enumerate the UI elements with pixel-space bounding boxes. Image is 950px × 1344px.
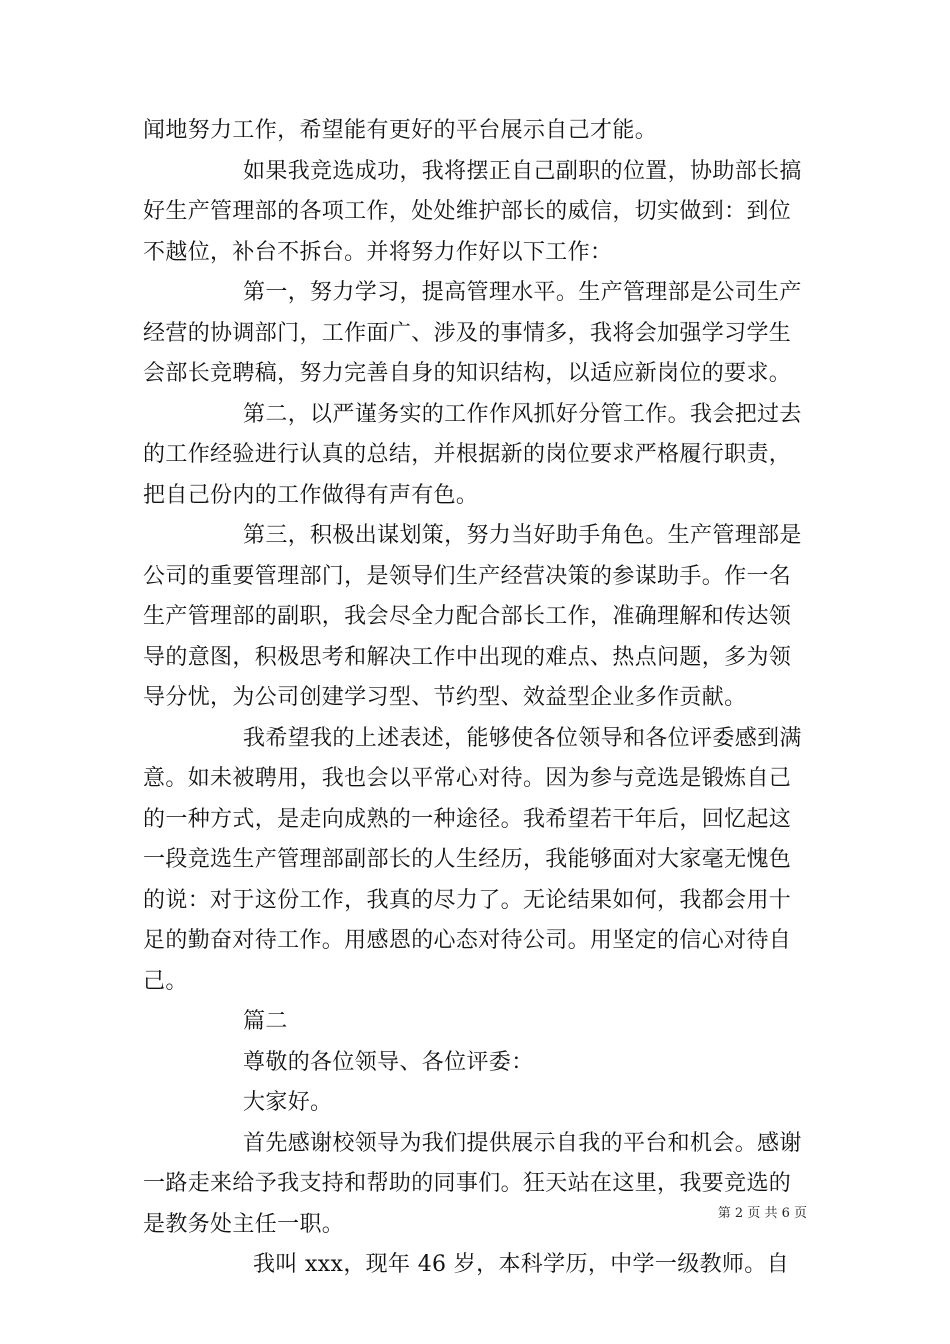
text-line: 闻地努力工作，希望能有更好的平台展示自己才能。: [143, 118, 658, 143]
text-line: 我希望我的上述表述，能够使各位领导和各位评委感到满: [243, 725, 802, 751]
page-number: 第 2 页 共 6 页: [717, 1206, 807, 1221]
text-line: 生产管理部的副职，我会尽全力配合部长工作，准确理解和传达领: [143, 604, 792, 629]
text-line: 经营的协调部门，工作面广、涉及的事情多，我将会加强学习学生: [143, 320, 792, 346]
text-line: 第三，积极出谋划策，努力当好助手角色。生产管理部是: [243, 523, 802, 548]
text-line: 足的勤奋对待工作。用感恩的心态对待公司。用坚定的信心对待自: [143, 928, 792, 953]
text-line: 不越位，补台不拆台。并将努力作好以下工作：: [143, 239, 613, 265]
salutation: 尊敬的各位领导、各位评委：: [243, 1049, 534, 1075]
text-line: 首先感谢校领导为我们提供展示自我的平台和机会。感谢: [243, 1130, 802, 1156]
text-line: 一路走来给予我支持和帮助的同事们。狂天站在这里，我要竞选的: [143, 1171, 792, 1196]
text-line: 公司的重要管理部门，是领导们生产经营决策的参谋助手。作一名: [143, 563, 792, 589]
text-line: 一段竞选生产管理部副部长的人生经历，我能够面对大家毫无愧色: [143, 847, 792, 872]
text-line: 己。: [143, 968, 188, 994]
text-line: 意。如未被聘用，我也会以平常心对待。因为参与竞选是锻炼自己: [143, 766, 792, 791]
text-line: 导的意图，积极思考和解决工作中出现的难点、热点问题，多为领: [143, 644, 792, 670]
greeting: 大家好。: [243, 1090, 333, 1115]
text-line: 第二，以严谨务实的工作作风抓好分管工作。我会把过去: [243, 401, 802, 427]
section-heading: 篇二: [243, 1009, 288, 1034]
text-line: 的说：对于这份工作，我真的尽力了。无论结果如何，我都会用十: [143, 887, 792, 913]
text-line: 把自己份内的工作做得有声有色。: [143, 482, 479, 508]
text-line: 会部长竞聘稿，努力完善自身的知识结构，以适应新岗位的要求。: [143, 361, 792, 386]
document-body: [143, 111, 809, 1286]
text-line: 是教务处主任一职。: [143, 1211, 345, 1237]
text-line: 的工作经验进行认真的总结，并根据新的岗位要求严格履行职责，: [143, 442, 792, 467]
text-line: 我叫 xxx，现年 46 岁，本科学历，中学一级教师。自: [253, 1252, 789, 1277]
text-line: 第一，努力学习，提高管理水平。生产管理部是公司生产: [243, 280, 802, 305]
text-line: 的一种方式，是走向成熟的一种途径。我希望若干年后，回忆起这: [143, 806, 792, 832]
text-line: 好生产管理部的各项工作，处处维护部长的威信，切实做到：到位: [143, 199, 792, 224]
text-line: 导分忧，为公司创建学习型、节约型、效益型企业多作贡献。: [143, 685, 747, 710]
text-line: 如果我竞选成功，我将摆正自己副职的位置，协助部长搞: [243, 158, 802, 184]
